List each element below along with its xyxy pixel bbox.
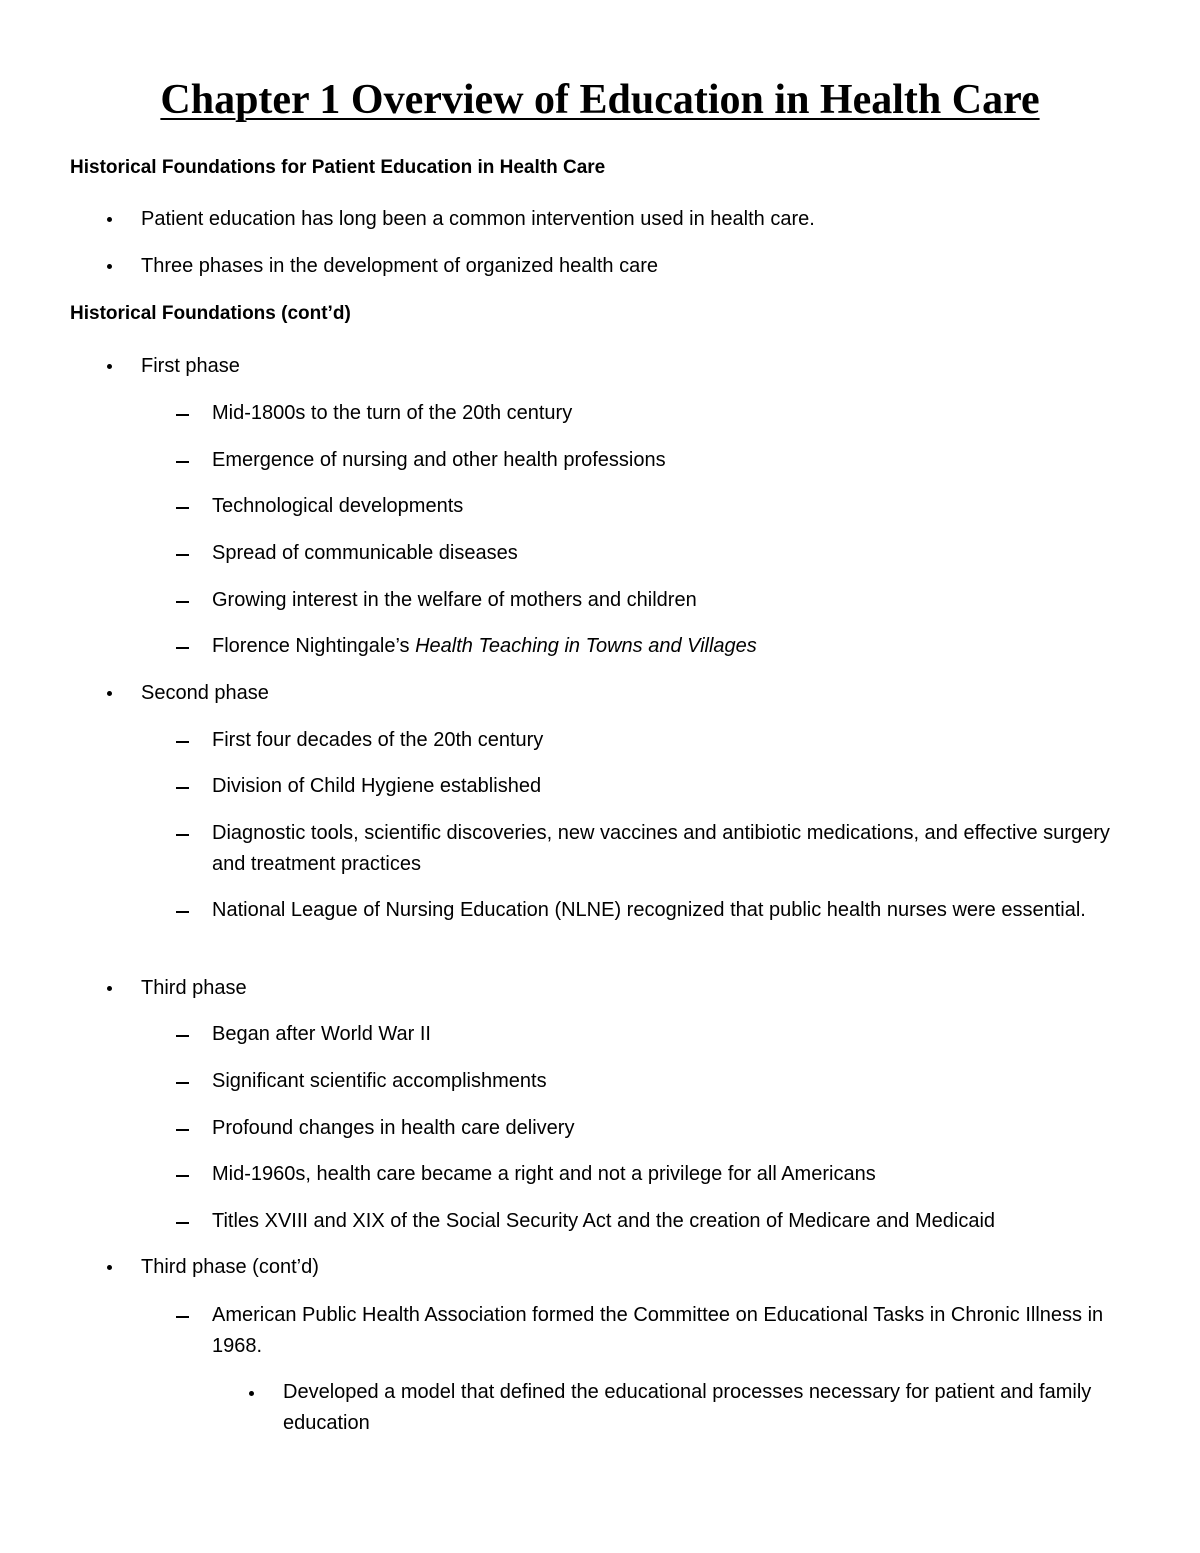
bullet-icon	[107, 264, 112, 269]
section-heading-historical-foundations: Historical Foundations for Patient Education in Health Care	[70, 157, 606, 178]
bullet-icon	[107, 1265, 112, 1270]
dash-icon	[176, 1082, 189, 1084]
sub-item: National League of Nursing Education (NLNE) recognized that public health nurses were essential.	[212, 899, 1086, 921]
phase-label-third-contd: Third phase (cont’d)	[141, 1256, 319, 1278]
nightingale-book-title: Health Teaching in Towns and Villages	[415, 635, 757, 657]
sub-item: Emergence of nursing and other health professions	[212, 449, 666, 471]
sub-item: Technological developments	[212, 495, 464, 517]
sub-item: Titles XVIII and XIX of the Social Security Act and the creation of Medicare and Medicaid	[212, 1210, 996, 1232]
bullet-icon	[107, 217, 112, 222]
bullet-icon	[107, 691, 112, 696]
sub-sub-item: Developed a model that defined the educational processes necessary for patient and family education	[283, 1381, 1092, 1434]
dash-icon	[176, 601, 189, 603]
sub-item-nightingale	[212, 631, 1112, 662]
sub-item: Significant scientific accomplishments	[212, 1070, 547, 1092]
bullet-item: Patient education has long been a common intervention used in health care.	[141, 208, 815, 230]
dash-icon	[176, 741, 189, 743]
bullet-icon	[107, 986, 112, 991]
page-title: Chapter 1 Overview of Education in Health Care	[160, 77, 1040, 123]
sub-item: Spread of communicable diseases	[212, 542, 518, 564]
dash-icon	[176, 554, 189, 556]
phase-label-third: Third phase	[141, 977, 247, 999]
sub-item: Profound changes in health care delivery	[212, 1117, 575, 1139]
sub-item: First four decades of the 20th century	[212, 729, 544, 751]
dash-icon	[176, 461, 189, 463]
dash-icon	[176, 787, 189, 789]
sub-item: Division of Child Hygiene established	[212, 775, 542, 797]
dash-icon	[176, 647, 189, 649]
bullet-item: Three phases in the development of organized health care	[141, 255, 659, 277]
dash-icon	[176, 1129, 189, 1131]
dash-icon	[176, 414, 189, 416]
dash-icon	[176, 507, 189, 509]
dash-icon	[176, 1035, 189, 1037]
sub-item: Mid-1960s, health care became a right and not a privilege for all Americans	[212, 1163, 876, 1185]
sub-item: Diagnostic tools, scientific discoveries, new vaccines and antibiotic medications, and effective surgery and treatment practices	[212, 822, 1110, 875]
dash-icon	[176, 1222, 189, 1224]
sub-item: Mid-1800s to the turn of the 20th century	[212, 402, 573, 424]
sub-item: American Public Health Association formed the Committee on Educational Tasks in Chronic Illness in 1968.	[212, 1304, 1104, 1357]
section-heading-historical-foundations-contd: Historical Foundations (cont’d)	[70, 303, 351, 324]
dash-icon	[176, 834, 189, 836]
phase-label-second: Second phase	[141, 682, 269, 704]
dash-icon	[176, 1316, 189, 1318]
bullet-icon	[249, 1391, 254, 1396]
phase-label-first: First phase	[141, 355, 240, 377]
dash-icon	[176, 1175, 189, 1177]
nightingale-prefix: Florence Nightingale’s	[212, 635, 416, 657]
dash-icon	[176, 911, 189, 913]
sub-item: Began after World War II	[212, 1023, 431, 1045]
sub-item: Growing interest in the welfare of mothers and children	[212, 589, 697, 611]
bullet-icon	[107, 364, 112, 369]
